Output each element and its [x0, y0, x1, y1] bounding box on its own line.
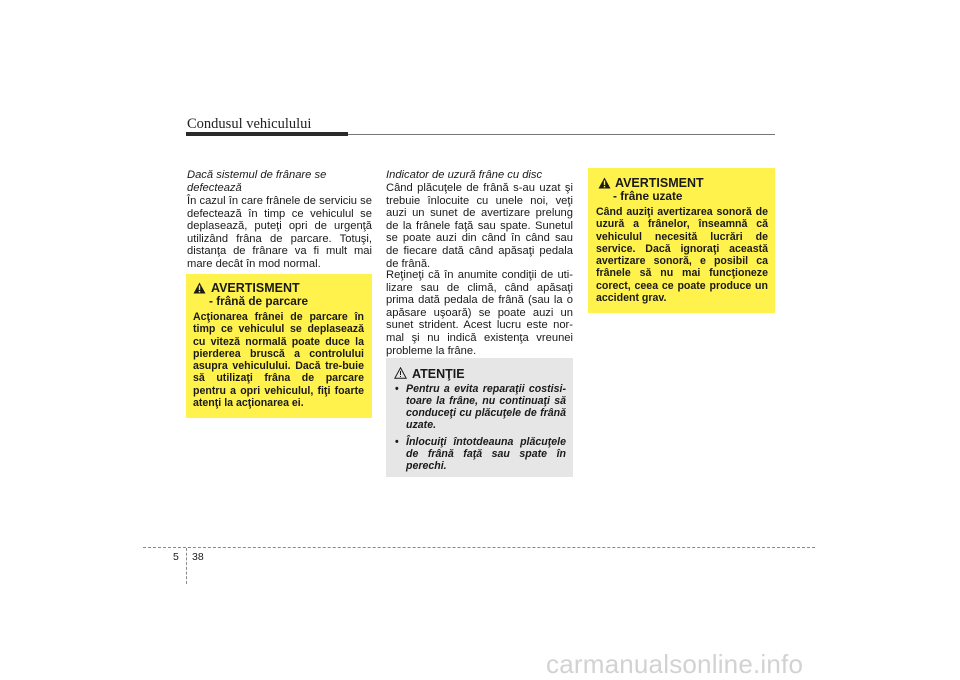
watermark: carmanualsonline.info: [546, 649, 804, 679]
caution-triangle-icon: [394, 367, 407, 379]
warning-title: AVERTISMENT: [615, 176, 704, 190]
warning-triangle-icon: [598, 177, 611, 189]
warning-triangle-icon: [193, 282, 206, 294]
header-rule-thin: [348, 134, 775, 135]
footer-divider: [143, 547, 815, 548]
header-rule-thick: [186, 132, 348, 136]
warning-body: Acţionarea frânei de parcare în timp ce vehiculul se deplasează cu viteză normală poate duce la pierderea bruscă a controlului asupra vehiculului. Dacă tre-buie să utilizaţi frâna de parcare pentru a opri vehiculul, fiţi foarte atenţi la acţionarea ei.: [193, 311, 364, 410]
brake-failure-paragraph: În cazul în care frânele de serviciu se defectează în timp ce vehiculul se deplasează, puteţi opri de urgenţă utilizând frâna de parcare. Totuşi, distanţa de frânare va fi mult mai mare decât în mod normal.: [187, 195, 372, 270]
caution-list-item: • Pentru a evita reparaţii costisi-toare la frâne, nu continuaţi să conduceţi cu plăcuţele de frână uzate.: [395, 383, 566, 431]
warning-box-parking-brake: [186, 274, 372, 418]
warning-box-worn-brakes: [588, 168, 775, 313]
footer-vertical-divider: [186, 548, 187, 584]
caution-title: ATENŢIE: [412, 367, 465, 381]
warning-body: Când auziţi avertizarea sonoră de uzură a frânelor, înseamnă că vehiculul necesită lucrări de service. Dacă ignoraţi această avertizare sonoră, e posibil ca frânele să nu mai funcţioneze corect, ceea ce poate produce un accident grav.: [596, 206, 768, 305]
page-number: 38: [192, 551, 204, 563]
warning-subtitle: - frâne uzate: [613, 189, 683, 203]
wear-indicator-paragraph-1: Când plăcuţele de frână s-au uzat şi trebuie înlocuite cu unele noi, veţi auzi un sunet de avertizare prelung de la frânele faţă sau spate. Sunetul se poate auzi din când în când sau de fiecare dată când apăsaţi pedala de frână.: [386, 182, 573, 270]
section-heading-brake-failure: Dacă sistemul de frânare se defectează: [187, 169, 327, 194]
warning-title: AVERTISMENT: [211, 281, 300, 295]
wear-indicator-paragraph-2: Reţineţi că în anumite condiţii de uti-lizare sau de climă, când apăsaţi prima dată pedala de frână (sau la o apăsare uşoară) se poate auzi un sunet strident. Acest lucru este nor-mal şi nu indică existenţa vreunei probleme la frâne.: [386, 269, 573, 357]
caution-box-brake-pads: [386, 358, 573, 477]
caution-list: [393, 383, 566, 472]
section-heading-wear-indicator: Indicator de uzură frâne cu disc: [386, 169, 543, 181]
chapter-number: 5: [173, 551, 179, 563]
caution-list-item: • Înlocuiţi întotdeauna plăcuţele de frână faţă sau spate în perechi.: [395, 436, 566, 472]
warning-subtitle: - frână de parcare: [209, 294, 309, 308]
page-header-title: Condusul vehiculului: [187, 116, 312, 132]
